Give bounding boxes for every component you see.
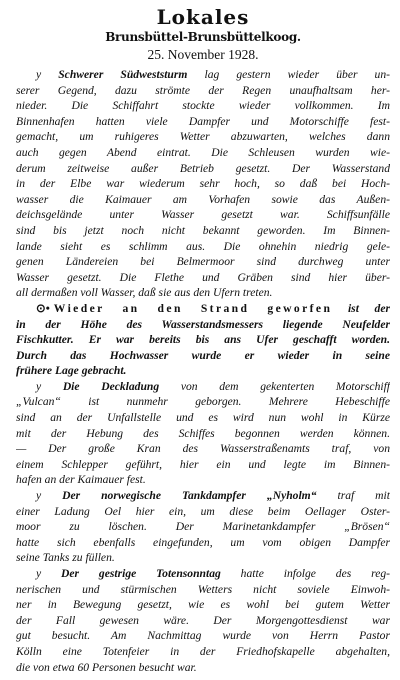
text-line [16,582,390,598]
text-line [16,145,390,161]
text-line [16,254,390,270]
text-run: einer Ladung Oel hier ein, um diese beim Oellager Oster- [16,504,390,518]
text-run: Kölln eine Totenfeier in der Friedhofskapelle abgehalten, [16,644,390,658]
bold-run: Der norwegische Tankdampfer „Nyholm“ [62,489,317,503]
spaced-lead-run: Wieder an den Strand geworfen [53,301,333,315]
place-heading: Brunsbüttel-Brunsbüttelkoog. [105,30,301,44]
text-line [16,285,390,301]
text-run: gemacht, um ruhigeres Wetter abzuwarten, welches dann [16,130,390,144]
text-run: gut besucht. Am Nachmittag wurde von Herrn Pastor [16,629,390,643]
text-line [16,67,390,83]
text-line [16,597,390,613]
text-line [16,176,390,192]
text-line [16,644,390,660]
text-line [16,613,390,629]
text-line [16,535,390,551]
ornament-icon: ⊙• [36,301,50,315]
text-run: y [36,68,59,81]
text-line [16,379,390,395]
text-line [16,301,390,317]
text-run: mit der Hebung des Schiffes begonnen werden können. [16,426,390,440]
text-run: Binnenhafen hatten viele Dampfer und Motorschiffe fest- [16,114,390,128]
bold-run: Der gestrige Totensonntag [61,567,221,580]
bold-run: frühere Lage gebracht. [16,364,127,378]
text-run: deichsgelände unter Wasser gesetzt war. Schiffsunfälle [16,208,390,222]
text-line [16,441,390,457]
text-line [16,161,390,177]
text-run: nieder. Die Schiffahrt stockte wieder vollkommen. Im [16,99,390,113]
bold-run: in der Höhe des Wasserstandsmessers liegende Neufelder [16,317,390,331]
text-line [16,426,390,442]
text-line [16,332,390,348]
bold-run: Die Deckladung [62,379,160,393]
text-line [16,566,390,582]
text-run: „Vulcan“ ist nunmehr geborgen. Mehrere Hebeschiffe [16,395,390,409]
text-line [16,504,390,520]
article-deckladung [16,379,390,488]
bold-run: Durch das Hochwasser wurde er wieder in seine [16,348,390,362]
text-run: lag gestern wieder über un- [187,68,390,81]
text-line [16,98,390,114]
text-line [16,457,390,473]
article-column [16,67,390,675]
text-line [16,192,390,208]
text-run: seine Tanks zu füllen. [16,551,115,565]
text-line [16,207,390,223]
text-run: hatte infolge des reg- [220,567,390,580]
text-run: hatte sich ebenfalls eingefunden, um vom obigen Dampfer [16,535,390,549]
text-run: wasser die Kaimauer am Vorhafen sowie das Außen- [16,192,390,206]
text-line [16,363,390,379]
bold-run: Fischkutter. Er war bereits bis ans Ufer geschafft worden. [16,333,390,347]
text-run: die von etwa 60 Personen besucht war. [16,660,197,674]
text-line [16,317,390,333]
text-run: y [36,379,63,393]
text-line [16,348,390,364]
text-line [16,270,390,286]
text-run: traf mit [316,489,390,503]
text-line [16,519,390,535]
text-line [16,410,390,426]
text-line [16,550,390,566]
bold-run: ist der [332,301,390,315]
text-run: sind an der Unfallstelle und es wird nun wohl in Kürze [16,411,390,425]
text-run: moor zu löschen. Der Marinetankdampfer „Brösen“ [16,520,390,534]
article-tankdampfer [16,488,390,566]
text-run: auch gegen Abend eintrat. Die Schleusen wurden wie- [16,145,390,159]
text-run: von dem gekenterten Motorschiff [159,379,390,393]
text-run: nerischen und stürmischen Wetters nicht soviele Einwoh- [16,582,390,596]
text-run: lande sieht es schlimm aus. Die ohnehin niedrig gele- [16,239,390,253]
text-run: Wasser gesetzt. Die Flethe und Gräben sind hier über- [16,270,390,284]
text-line [16,628,390,644]
text-run: all dermaßen voll Wasser, daß sie aus den Ufern treten. [16,286,273,300]
text-run: y [36,489,63,503]
bold-run: Schwerer Südweststurm [58,68,188,81]
text-run: in der Elbe war wiederum sehr hoch, so daß bei Hoch- [16,177,390,191]
text-run: ner in Bewegung gesetzt, wie es wohl bei gutem Wetter [16,598,390,612]
text-run: der Fall gewesen wäre. Der Morgengottesdienst war [16,613,390,627]
text-line [16,114,390,130]
text-run: sind bis jetzt noch nicht bekannt geworden. Im Binnen- [16,223,390,237]
text-line [16,394,390,410]
text-run: y [36,567,62,580]
text-run: genen Ländereien bei Belmermoor sind durchweg unter [16,255,390,269]
text-run: derum zeitweise außer Betrieb gesetzt. Der Wasserstand [16,161,390,175]
article-totensonntag [16,566,390,675]
dateline: 25. November 1928. [147,47,259,62]
text-line [16,129,390,145]
text-line [16,488,390,504]
text-line [16,83,390,99]
section-title: Lokales [156,5,250,29]
text-line [16,239,390,255]
text-line [16,223,390,239]
text-run: serer Gegend, dazu strömte der Regen unaufhaltsam her- [16,83,390,97]
text-line [16,660,390,676]
article-fischkutter [16,301,390,379]
text-run: hafen an der Kaimauer fest. [16,473,146,487]
text-run: — Der große Kran des Wasserstraßenamts traf, von [16,442,390,456]
article-sturm [16,67,390,301]
text-line [16,472,390,488]
text-run: einem Schlepper geführt, hier ein und legte im Binnen- [16,457,390,471]
